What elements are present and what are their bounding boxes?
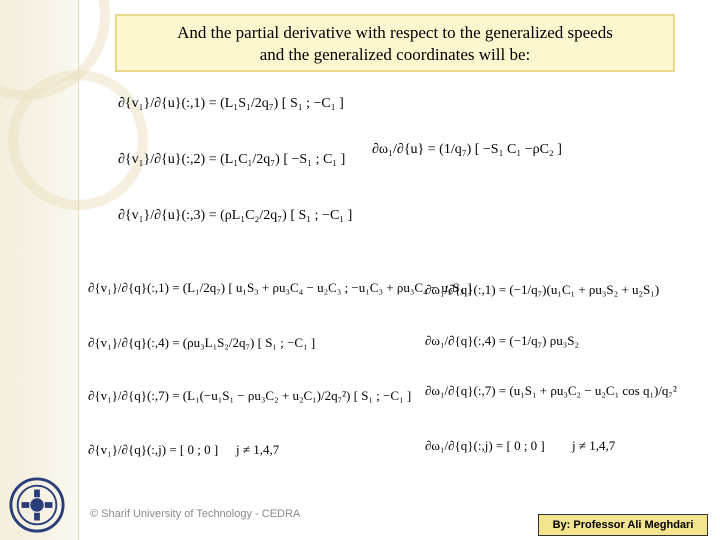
- slide-title: [115, 14, 675, 72]
- author-badge: By: Professor Ali Meghdari: [538, 514, 708, 536]
- equation-dv-dq-j: ∂{v₁}/∂{q}(:,j) = [ 0 ; 0 ]: [88, 442, 219, 457]
- equation-dv-du-2: ∂{v₁}/∂{u}(:,2) = (L₁C₁/2q₇) [ −S₁ ; C₁ ]: [118, 152, 346, 167]
- equation-dv-dq-4: ∂{v₁}/∂{q}(:,4) = (ρu₃L₁S₂/2q₇) [ S₁ ; −C₁ ]: [88, 335, 316, 350]
- equation-dw-dq-j-condition: j ≠ 1,4,7: [572, 438, 616, 453]
- copyright-text: © Sharif University of Technology - CEDRA: [90, 508, 301, 520]
- equation-dv-dq-1: ∂{v₁}/∂{q}(:,1) = (L₁/2q₇) [ u₁S₃ + ρu₃C₄ − u₂C₃ ; −u₁C₃ + ρu₃C₄ − u₂S₃ ]: [88, 280, 472, 295]
- equation-dw-dq-4: ∂ω₁/∂{q}(:,4) = (−1/q₇) ρu₃S₂: [425, 333, 580, 348]
- equation-dv-dq-7: ∂{v₁}/∂{q}(:,7) = (L₁(−u₁S₁ − ρu₃C₂ + u₂C₁)/2q₇²) [ S₁ ; −C₁ ]: [88, 388, 412, 403]
- equation-dw-du: ∂ω₁/∂{u} = (1/q₇) [ −S₁ C₁ −ρC₂ ]: [372, 142, 562, 157]
- equation-dw-dq-j: ∂ω₁/∂{q}(:,j) = [ 0 ; 0 ]: [425, 438, 545, 453]
- title-line-1: And the partial derivative with respect to the generalized speeds: [177, 23, 613, 42]
- equation-dv-du-3: ∂{v₁}/∂{u}(:,3) = (ρL₁C₂/2q₇) [ S₁ ; −C₁ ]: [118, 208, 353, 223]
- equation-dw-dq-7: ∂ω₁/∂{q}(:,7) = (u₁S₁ + ρu₃C₂ − u₂C₁ cos q₁)/q₇²: [425, 383, 677, 398]
- equation-dw-dq-1: ∂ω₁/∂{q}(:,1) = (−1/q₇)(u₁C₁ + ρu₃S₂ + u₂S₁): [425, 282, 660, 297]
- divider-line: [78, 0, 79, 540]
- equation-dv-du-1: ∂{v₁}/∂{u}(:,1) = (L₁S₁/2q₇) [ S₁ ; −C₁ ]: [118, 96, 344, 111]
- university-logo: [8, 476, 66, 534]
- title-line-2: and the generalized coordinates will be:: [259, 45, 531, 64]
- equation-dv-dq-j-condition: j ≠ 1,4,7: [236, 442, 280, 457]
